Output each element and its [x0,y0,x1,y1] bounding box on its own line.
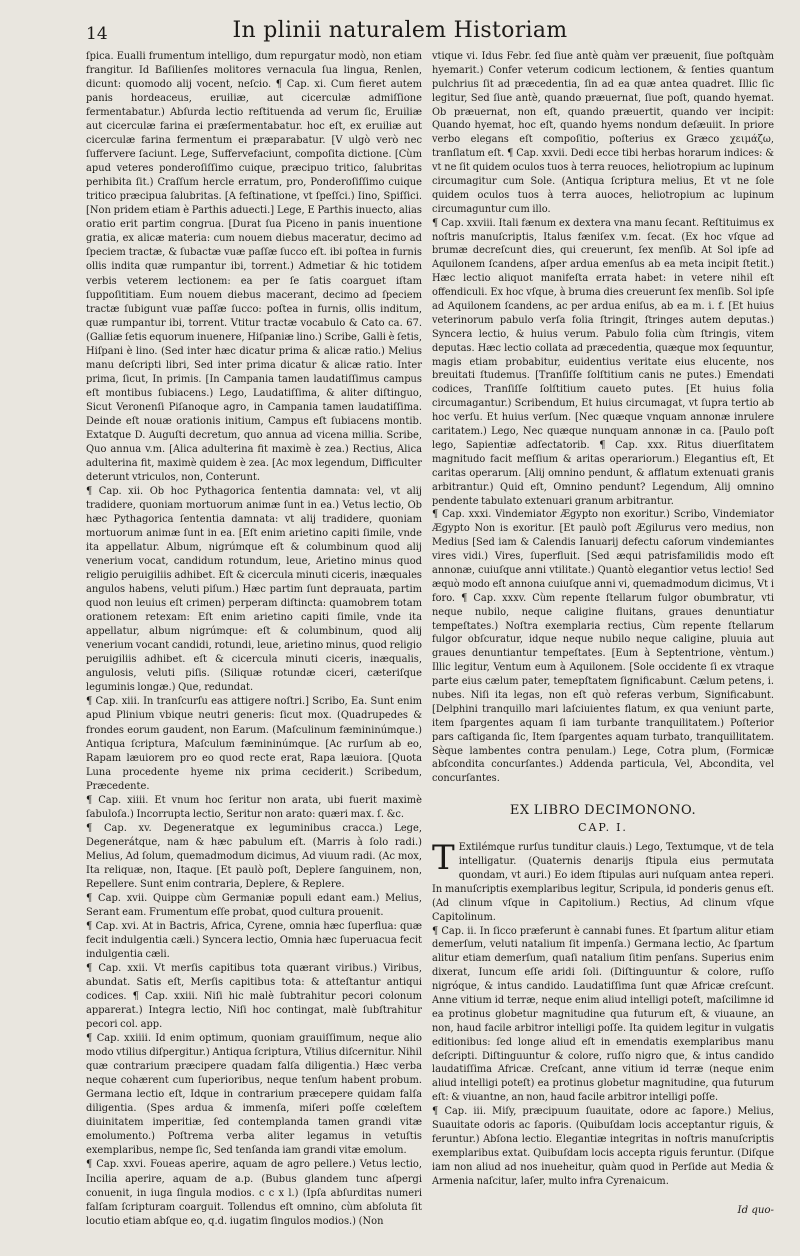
left-column [86,50,422,1229]
commentary-paragraph: vtique vi. Idus Febr. ſed ſiue antè quàm ver præuenit, ſiue poſtquàm hyemarit.) Confer veterum codicum lectionem, & ſenties quantum pulchrius ſit ad præcedentia, ſin ad ea quæ antea quadret. Illic ſic legitur, Sed ſiue antè, quando præuernat, ſiue poſt, quando hyemat. Ob præuernat, non eſt, quando præuertit, quando ver incipit: Quando hyemat, hoc eſt, quando hyems nondum deſæuiit. In priore verbo elegans eſt compoſitio, poſterius ex Græco χειμάζω, tranſlatum eſt. ¶ Cap. xxvii. Dedi ecce tibi herbas horarum indices: & vt ne ſit quidem oculos tuos à terra reuoces, heliotropium ac lupinum circumagitur cum Sole. (Antiqua ſcriptura melius, Et vt ne ſole quidem oculos tuos à terra auoces, heliotropium ac lupinum circumaguntur cum illo. [432,51,774,215]
commentary-paragraph: ¶ Cap. xxii. Vt merſis capitibus tota quærant viribus.) Viribus, abundat. Satis eſt, Merſis capitibus tota: & atteſtantur antiqui codices. ¶ Cap. xxiii. Niſi hic malè ſubtrahitur pecori colonum apparerat.) Integra lectio, Niſi hoc contingat, malè ſubſtrahitur pecori col. app. [86,963,422,1031]
chapter-heading: CAP. I. [578,821,628,835]
commentary-paragraph: ¶ Cap. xiiii. Et vnum hoc ſeritur non arata, ubi fuerit maximè ſabuloſa.) Incorrupta lectio, Seritur non arato: quæri max. ſ. &c. [86,794,422,820]
catchword: Id quo- [737,1205,774,1216]
commentary-paragraph: ¶ Cap. xxviii. Itali fænum ex dextera vna manu ſecant. Reſtituimus ex noſtris manuſcriptis, Italus fæniſex v.m. ſecat. (Ex hoc vſque ad brumæ decreſcunt dies, qui creuerunt, ſex menſib. At Sol ipſe ad Aquilonem ſcandens, aſper ardua emenſus ab ea meta incipit ſtetit.) Hæc lectio aliquot manifeſta errata habet: in vetere nihil eſt offendiculi. Ex hoc vſque, à bruma dies creuerunt ſex menſib. Sol ipſe ad Aquilonem ſcandens, ac per ardua eniſus, ab ea m. i. f. [Et huius veterinorum pabulo verſa folia ſtringit, ſtringes autem deputas.) Syncera lectio, & huius verum. Pabulo folia cùm ſtringis, vitem deputas. Hæc lectio collata ad præcedentia, quæque mox ſequuntur, magis etiam probabitur, euidentius veritate eius elucente, nos breuitati ſtudemus. [Tranſiſſe ſolſtitium canis ne putes.) Emendati codices, Tranſiſſe ſolſtitium caueto putes. [Et huius folia circumagantur.) Scribendum, Et huius circumagat, vt ſupra tertio ab hoc verſu. Et huius verſum. [Nec quæque vnquam annonæ inrulere caritatem.) Lego, Nec quæque nunquam annonæ in ca. [Paulo poſt lego, Sapientiæ adſectatorib. ¶ Cap. xxx. Ritus diuerſitatem magnitudo facit meſſium & aritas operariorum.) Elegantius eſt, Et caritas operarum. [Alij omnino pendunt, & afflatum extenuati granis arbitrantur.) Quid eſt, Omnino pendunt? Legendum, Alij omnino pendente tabulato extenuari granum arbitrantur. [432,217,774,507]
commentary-paragraph: ¶ Cap. xxxi. Vindemiator Ægypto non exoritur.) Scribo, Vindemiator Ægypto Non is exoritur. [Et paulò poſt Ægilurus vero medius, non Medius [Sed iam & Calendis Ianuarij defectu caſorum vindemiantes vires vidi.) Vires, ſuperfluit. [Sed æqui patrisfamilidis modo eſt annonæ, cuiuſque anni vtilitate.) Quantò elegantior vetus lectio! Sed æquò modo eſt annona cuiuſque anni vi, quemadmodum dicimus, Vt i foro. ¶ Cap. xxxv. Cùm repente ſtellarum fulgor obumbratur, vti neque nubilo, neque caligine fluitans, graues denuntiatur tempeſtates.) Noſtra exemplaria rectius, Cùm repente ſtellarum fulgor obſcuratur, idque neque nubilo neque caligine, pluuia aut graues denuntiantur tempeſtates. [Eum à Septentrione, vèntum.) Illic legitur, Ventum eum à Aquilonem. [Sole occidente ſi ex vtraque parte eius cælum pater, temepſtatem ſignificabunt. Cælum petens, i. nubes. Niſi ita legas, non eſt quò referas verbum, Significabunt. [Delphini tranquillo mari laſciuientes flatum, ex qua veniunt parte, item ſpargentes aquam ſi iam turbante tranquilitatem.) Poſterior pars caſtiganda ſic, Item ſpargentes aquam turbato, tranquillitatem. Sèque lambentes contra penulam.) Lege, Cotra plum, (Formicæ abſcondita concurſantes.) Addenda particula, Vel, Abcondita, vel concurſantes. [432,509,774,785]
commentary-paragraph: ¶ Cap. xii. Ob hoc Pythagorica ſententia damnata: vel, vt alij tradidere, quoniam mortuorum animæ ſunt in ea.) Vetus lectio, Ob hæc Pythagorica ſententia damnata: vt alij tradidere, quoniam mortuorum animæ ſunt in ea. [Eſt enim arietino capiti ſimile, vnde ita appellatur. Album, nigrúmque eſt & columbinum quod alij venerium vocat, candidum rotundum, leue, Arietino minus quod religio peruigiliis adhibet. Eſt & cicercula minuti ciceris, inæquales angulos habens, veluti piſum.) Hæc partim ſunt deprauata, partim quod non leuius eſt crimen) perperam diſtincta: quamobrem totam orationem retexam: Eſt enim arietino capiti ſimile, vnde ita appellatur, album nigrúmque: eſt & columbinum, quod alij venerium vocant candidi, rotundi, leue, arietino minus, quod religio peruigiliis adhibet. eſt & cicercula minuti ciceris, inæqualis, angulosis, veluti piſis. (Siliquæ rotundæ ciceri, cæteriſque leguminis longæ.) Que, redundat. [86,485,422,694]
commentary-paragraph: ¶ Cap. iii. Miſy, præcipuum ſuauitate, odore ac ſapore.) Melius, Suauitate odoris ac ſaporis. (Quibuſdam locis acceptantur riguis, & feruntur.) Abſona lectio. Elegantiæ integritas in noſtris manuſcriptis exemplaribus extat. Quibuſdam locis accepta riguis feruntur. (Diſque iam non aliud ad nos inueheitur, quàm quod in Perſide aut Media & Armenia naſcitur, laſer, multo infra Cyrenaicum. [432,1106,774,1187]
right-column [432,50,774,1188]
running-title: In plinii naturalem Historiam [232,18,568,43]
commentary-paragraph: ¶ Cap. xxvi. Foueas aperire, aquam de agro pellere.) Vetus lectio, Incilia aperire, aquam de a.p. (Bubus glandem tunc aſpergi conuenit, in iuga ſingula modios. c c x l.) (Ipſa abſurditas numeri falſam ſcripturam coarguit. Tollendus eſt omnino, cùm abſoluta ſit locutio etiam abſque eo, q.d. iugatim ſingulos modios.) (Non [86,1159,422,1227]
commentary-paragraph: ¶ Cap. xxiiii. Id enim optimum, quoniam grauiſſimum, neque alio modo vtilius diſpergitur.) Antiqua ſcriptura, Vtilius diſcernitur. Nihil quæ contrarium præcipere quadam falſa diligentia.) Hæc verba neque cohærent cum ſuperioribus, neque tenſum habent probum. Germana lectio eſt, Idque in contrarium præcepere quidam falſa diligentia. (Spes ardua & immenſa, miſeri poſſe cœleſtem diuinitatem imperitiæ, ſed contemplanda tamen grandi vitæ emolumento.) Poſtrema verba aliter legamus in vetuſtis exemplaribus, nempe ſic, Sed tenſanda iam grandi vitæ emolum. [86,1033,422,1157]
paragraph-text: Extilémque rurſus tunditur clauis.) Lego, Textumque, vt de tela intelligatur. (Quaternis denarijs ſtipula eius permutata quondam, vt auri.) Eo idem ſtipulas auri nuſquam antea reperi. In manuſcriptis exemplaribus legitur, Scripula, id ponderis genus eſt. (Ad clinum vſque in Capitolium.) Rectius, Ad clinum vſque Capitolinum. [432,842,774,923]
page-number: 14 [86,24,108,44]
commentary-paragraph: ¶ Cap. xvii. Quippe cùm Germaniæ populi edant eam.) Melius, Serant eam. Frumentum eſſe probat, quod cultura prouenit. [86,892,422,918]
drop-cap-initial: T [432,838,455,879]
commentary-paragraph: ¶ Cap. xiii. In tranſcurſu eas attigere noſtri.] Scribo, Ea. Sunt enim apud Plinium vbique neutri generis: ſicut mox. (Quadrupedes & frondes eorum gaudent, non Earum. (Maſculinum fæmininúmque.) Antiqua ſcriptura, Maſculum fæmininúmque. [Ac rurſum ab eo, Rapam læuiorem pro eo quod recte erat, Rapa læuiora. [Quota Luna procedente hyeme nix prima ceciderit.) Scribedum, Præcedente. [86,696,422,792]
commentary-paragraph: ¶ Cap. xvi. At in Bactris, Africa, Cyrene, omnia hæc ſuperflua: quæ fecit indulgentia cæli.) Syncera lectio, Omnia hæc ſuperuacua fecit indulgentia cæli. [86,920,422,960]
commentary-paragraph: ¶ Cap. ii. In ſicco præferunt è cannabi funes. Et ſpartum alitur etiam demerſum, veluti natalium ſit impenſa.) Germana lectio, Ac ſpartum alitur etiam demerſum, quaſi natalium ſitim penſans. Superius enim dixerat, Iuncum eſſe aridi ſoli. (Diſtinguuntur & colore, ruſſo nigróque, & intus candido. Laudatiſſima ſunt quæ Africæ creſcunt. Anne vitium id terræ, neque enim aliud intelligi poteſt, maſcilimne id ea protinus globetur magnitudine qua futurum eſt, & viuaune, an non, haud facile arbitror intelligi poſſe. Ita quidem legitur in vulgatis editionibus: ſed longe aliud eſt in emendatis exemplaribus manu deſcripti. Diſtinguuntur & colore, ruſſo nigro que, & intus candido laudatiſſima Africæ. Creſcant, anne vitium id terræ (neque enim aliud intelligi poteſt) ea protinus globetur magnitudine, qua futurum eſt: & viuantne, an non, haud facile arbitror intelligi poſſe. [432,925,774,1104]
page-header [0,18,800,52]
book-section-heading: EX LIBRO DECIMONONO. [509,803,697,819]
commentary-paragraph [432,838,774,924]
commentary-paragraph: ¶ Cap. xv. Degeneratque ex leguminibus cracca.) Lege, Degenerátque, nam & hæc pabulum eſt. (Marris à ſolo radi.) Melius, Ad ſolum, quemadmodum dicimus, Ad viuum radi. (Ac mox, Ita reliquæ, non, Itaque. [Et paulò poſt, Deplere ſanguinem, non, Repellere. Sunt enim contraria, Deplere, & Replere. [86,822,422,890]
commentary-paragraph: ſpica. Eualli frumentum intelligo, dum repurgatur modò, non etiam frangitur. Id Baſilienſes molitores vernacula ſua lingua, Renlen, dicunt: quomodo alij vocent, neſcio. ¶ Cap. xi. Cum fieret autem panis hordeaceus, eruiliæ, aut cicerculæ admiſſione fermentabatur.) Abſurda lectio reſtituenda ad verum ſic, Eruiliæ aut cicerculæ farina ei præſermentabatur. hoc eſt, ex eruiliæ aut cicerculæ farina fermentum ei præparabatur. [V ulgò verò nec ſuffervere ſaciunt. Lege, Suffervefaciunt, compoſita dictione. [Cùm apud veteres ponderoſiſſimo cuique, præcipuo tritico, ſalubritas perhibita ſit.) Craſſum hercle erratum, pro, Ponderoſiſſimo cuique tritico præcipua ſalubritas. [A feſtinatione, vt ſpeſſci.) Iino, Spiſſici. [Non pridem etiam è Parthis aduecti.] Lege, E Parthis inuecto, alias oratio erit partim congrua. [Durat ſua Piceno in panis inuentione gratia, ex alicæ materia: cum nouem diebus maceratur, decimo ad ſpeciem tractæ, & ſubactæ vuæ paſſæ ſucco eſt. ibi poſtea in furnis ollis indita quæ rumpantur ibi, torrent.) Admetiar & hic totidem verbis veterem lectionem: ea per ſe ſatis coarguet iſtam ſuppoſititiam. Eum nouem diebus macerant, decimo ad ſpeciem tractæ ſubigunt vuæ paſſæ ſucco: poſtea in furnis, ollis inditum, quæ rumpantur ibi, torrent. Vtitur tractæ vocabulo & Cato ca. 67. (Galliæ ſetis equorum inuenere, Hiſpaniæ lino.) Scribe, Galli è ſetis, Hiſpani è lino. (Sed inter hæc dicatur prima & alicæ ratio.) Melius manu deſcripti libri, Sed inter prima dicatur & alicæ ratio. Inter prima, ſicut, In primis. [In Campania tamen laudatiſſimus campus eſt montibus ſubiacens.) Lego, Laudatiſſima, & aliter diſtinguo, Sicut Veronenſi Piſanoque agro, in Campania tamen laudatiſſima. Deinde eſt nouæ orationis initium, Campus eſt ſubiacens montib. Extatque D. Auguſti decretum, quo annua ad vicena millia. Scribe, Quo annua v.m. [Alica adulterina fit maximè è zea.) Rectius, Alica adulterina fit, maximè quidem è zea. [Ac mox legendum, Difficulter deterunt vtriculos, non, Conterunt. [86,51,422,483]
